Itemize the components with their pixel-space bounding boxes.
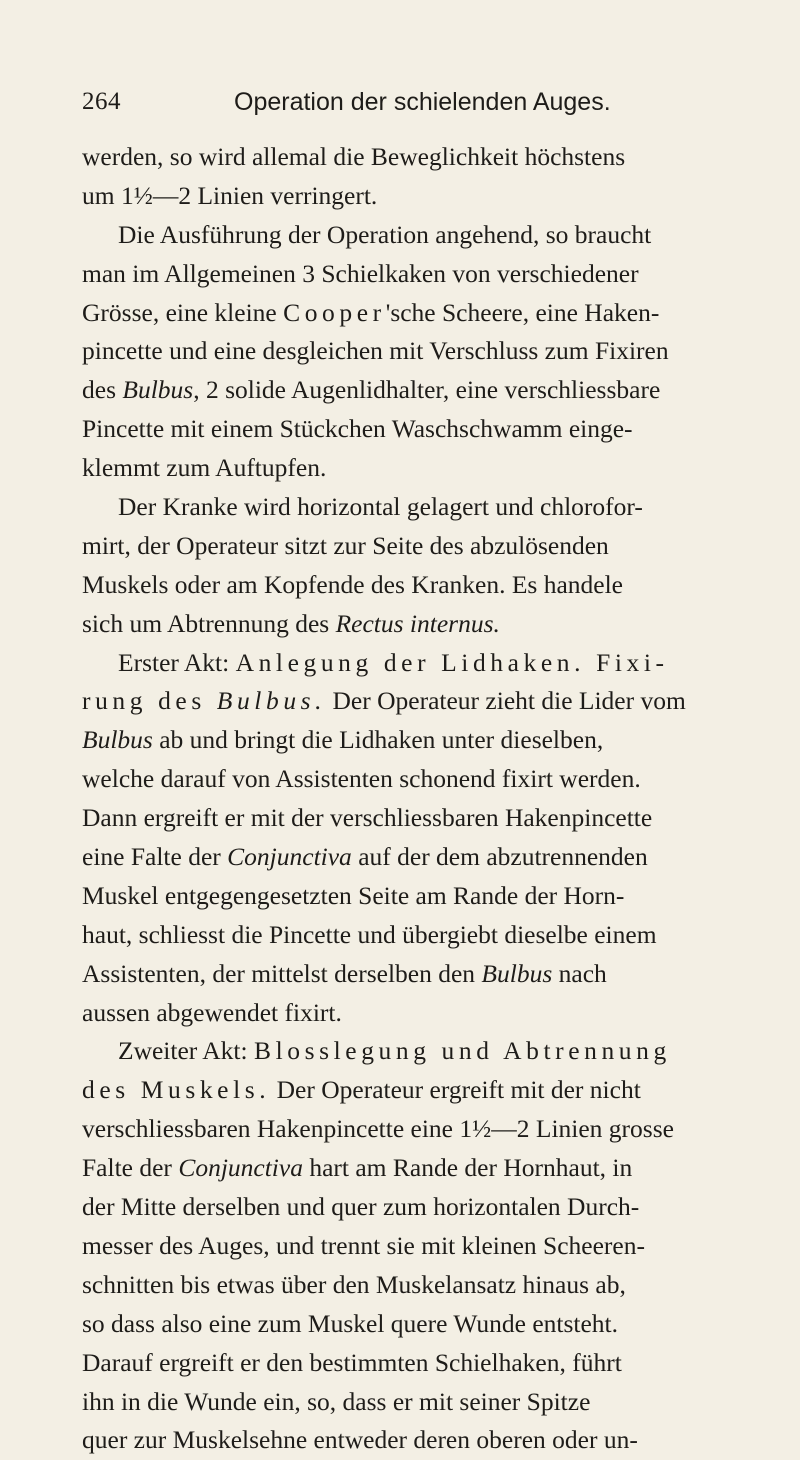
text-run: nach — [552, 958, 607, 988]
text-line — [82, 527, 782, 566]
text-run: um 1½—2 Linien verringert. — [82, 180, 378, 210]
text-line — [82, 994, 782, 1033]
text-line — [82, 916, 782, 955]
text-run: Muskels oder am Kopfende des Kranken. Es handele — [82, 569, 624, 599]
italic-term: Conjunctiva — [178, 1153, 303, 1183]
spaced-text: rung des — [82, 686, 217, 716]
text-run: aussen abgewendet fixirt. — [82, 997, 342, 1027]
body-text — [82, 138, 782, 1460]
text-run: man im Allgemeinen 3 Schielkaken von verschiedener — [82, 258, 639, 288]
text-line — [82, 1344, 782, 1383]
text-run: Dann ergreift er mit der verschliessbaren Hakenpincette — [82, 803, 653, 833]
text-run: Muskel entgegengesetzten Seite am Rande der Horn- — [82, 880, 625, 910]
text-run: Der Operateur ergreift mit der nicht — [270, 1075, 641, 1105]
text-run: pincette und eine desgleichen mit Verschluss zum Fixiren — [82, 336, 669, 366]
text-line — [82, 1071, 782, 1110]
text-line — [82, 138, 782, 177]
spaced-text: Blosslegung und Abtrennung — [253, 1036, 671, 1066]
text-line — [82, 1032, 782, 1071]
text-run: auf der dem abzutrennenden — [351, 842, 648, 872]
text-run: ab und bringt die Lidhaken unter dieselben, — [152, 725, 604, 755]
text-run: verschliessbaren Hakenpincette eine 1½—2 Linien grosse — [82, 1114, 674, 1144]
italic-term: Bulbus — [122, 375, 194, 405]
spaced-text: Cooper — [283, 297, 386, 327]
text-run: haut, schliesst die Pincette und übergiebt dieselbe einem — [82, 919, 657, 949]
text-run: Der Operateur zieht die Lider vom — [326, 686, 686, 716]
text-line — [82, 644, 782, 683]
text-line — [82, 877, 782, 916]
text-run: so dass also eine zum Muskel quere Wunde entsteht. — [82, 1308, 619, 1338]
text-run: 'sche Scheere, eine Haken- — [385, 297, 660, 327]
spaced-text: Anlegung der Lidhaken. Fixi- — [235, 647, 669, 677]
text-run: messer des Auges, und trennt sie mit kleinen Scheeren- — [82, 1230, 645, 1260]
text-line — [82, 1227, 782, 1266]
text-run: klemmt zum Auftupfen. — [82, 453, 327, 483]
page-header — [82, 88, 722, 124]
text-run: Die Ausführung der Operation angehend, so braucht — [118, 219, 652, 249]
text-line — [82, 605, 782, 644]
text-line — [82, 255, 782, 294]
text-run: des — [82, 375, 123, 405]
text-run: eine Falte der — [82, 842, 228, 872]
text-line — [82, 1110, 782, 1149]
text-run: Der Kranke wird horizontal gelagert und chlorofor- — [118, 492, 643, 522]
text-run: Pincette mit einem Stückchen Waschschwamm einge- — [82, 414, 633, 444]
text-run: quer zur Muskelsehne entweder deren oberen oder un- — [82, 1425, 638, 1455]
italic-term: Bulbus — [82, 725, 153, 755]
text-line — [82, 799, 782, 838]
italic-term: Rectus internus. — [335, 608, 500, 638]
text-run: werden, so wird allemal die Beweglichkeit höchstens — [82, 142, 626, 171]
text-line — [82, 332, 782, 371]
text-line — [82, 1383, 782, 1422]
page-number: 264 — [82, 88, 121, 115]
text-line — [82, 216, 782, 255]
italic-term: Bulbus. — [216, 686, 327, 716]
text-run: Darauf ergreift er den bestimmten Schielhaken, führt — [82, 1347, 622, 1377]
text-run: Erster Akt: — [118, 647, 236, 677]
text-line — [82, 371, 782, 410]
text-line — [82, 682, 782, 721]
text-run: welche darauf von Assistenten schonend fixirt werden. — [82, 764, 641, 794]
text-run: der Mitte derselben und quer zum horizontalen Durch- — [82, 1192, 640, 1222]
text-run: hart am Rande der Hornhaut, in — [302, 1153, 633, 1183]
text-line — [82, 294, 782, 333]
text-run: , 2 solide Augenlidhalter, eine verschliessbare — [193, 375, 661, 405]
text-run: Falte der — [82, 1153, 179, 1183]
spaced-text: des Muskels. — [82, 1075, 271, 1105]
text-line — [82, 566, 782, 605]
text-run: Assistenten, der mittelst derselben den — [82, 958, 482, 988]
text-line — [82, 721, 782, 760]
text-line — [82, 1421, 782, 1460]
text-line — [82, 1266, 782, 1305]
text-line — [82, 177, 782, 216]
text-run: mirt, der Operateur sitzt zur Seite des abzulösenden — [82, 530, 609, 560]
text-line — [82, 838, 782, 877]
text-run: Grösse, eine kleine — [82, 297, 284, 327]
text-run: Zweiter Akt: — [118, 1036, 254, 1066]
text-line — [82, 1149, 782, 1188]
text-line — [82, 488, 782, 527]
italic-term: Bulbus — [481, 958, 553, 988]
italic-term: Conjunctiva — [227, 842, 352, 872]
text-line — [82, 760, 782, 799]
text-line — [82, 449, 782, 488]
running-title: Operation der schielenden Auges. — [234, 88, 611, 116]
text-run: ihn in die Wunde ein, so, dass er mit seiner Spitze — [82, 1386, 591, 1416]
text-run: sich um Abtrennung des — [82, 608, 336, 638]
text-line — [82, 410, 782, 449]
text-line — [82, 1188, 782, 1227]
text-run: schnitten bis etwas über den Muskelansatz hinaus ab, — [82, 1269, 626, 1299]
text-line — [82, 1305, 782, 1344]
text-line — [82, 955, 782, 994]
